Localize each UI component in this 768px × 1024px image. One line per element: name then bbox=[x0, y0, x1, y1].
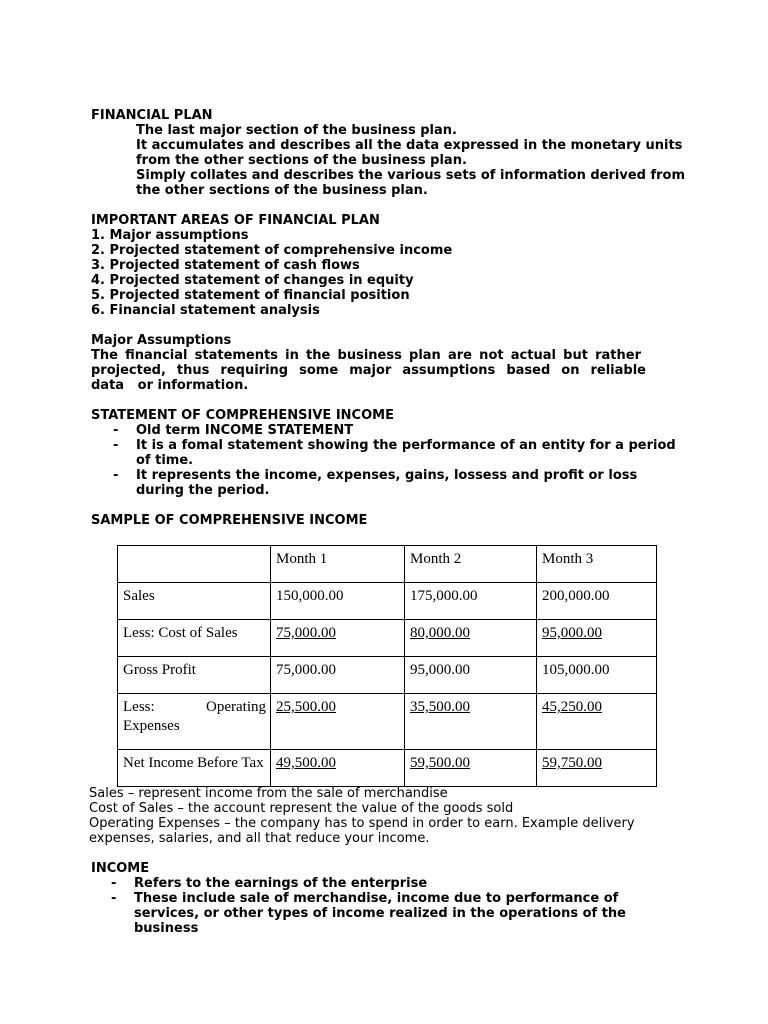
definition-line: Cost of Sales – the account represent the value of the goods sold bbox=[89, 801, 514, 816]
list-item bbox=[91, 468, 676, 498]
table-cell bbox=[405, 750, 537, 787]
comprehensive-income-bullets bbox=[91, 423, 676, 498]
row-label-part: Expenses bbox=[123, 718, 180, 734]
income-bullets bbox=[89, 876, 674, 936]
row-label: Gross Profit bbox=[118, 657, 271, 694]
list-item bbox=[91, 423, 676, 438]
income-table bbox=[117, 545, 657, 787]
underlined-value: 25,500.00 bbox=[276, 699, 336, 715]
table-cell bbox=[405, 694, 537, 750]
area-item: 4. Projected statement of changes in equity bbox=[91, 273, 414, 288]
assumptions-line: projected, thus requiring some major assumptions based on reliable bbox=[91, 363, 646, 378]
table-cell bbox=[271, 620, 405, 657]
row-label-part: Less: bbox=[123, 699, 155, 715]
header-cell bbox=[118, 546, 271, 583]
table-cell bbox=[537, 694, 657, 750]
financial-plan-line: The last major section of the business plan. bbox=[136, 123, 457, 138]
major-assumptions-heading: Major Assumptions bbox=[91, 333, 232, 348]
bullet-text: These include sale of merchandise, income due to performance of services, or other types of income realized in the operations of the business bbox=[134, 891, 627, 936]
definition-line: Sales – represent income from the sale of merchandise bbox=[89, 786, 448, 801]
table-cell: 175,000.00 bbox=[405, 583, 537, 620]
row-label: Sales bbox=[118, 583, 271, 620]
underlined-value: 49,500.00 bbox=[276, 755, 336, 771]
table-row bbox=[118, 694, 657, 750]
list-item bbox=[91, 438, 676, 468]
table-cell bbox=[537, 620, 657, 657]
financial-plan-line: from the other sections of the business plan. bbox=[136, 153, 467, 168]
table-row bbox=[118, 657, 657, 694]
header-cell: Month 2 bbox=[405, 546, 537, 583]
underlined-value: 75,000.00 bbox=[276, 625, 336, 641]
list-item bbox=[89, 891, 674, 936]
table-cell: 150,000.00 bbox=[271, 583, 405, 620]
table-cell: 95,000.00 bbox=[405, 657, 537, 694]
underlined-value: 80,000.00 bbox=[410, 625, 470, 641]
area-item: 5. Projected statement of financial position bbox=[91, 288, 410, 303]
important-areas-heading: IMPORTANT AREAS OF FINANCIAL PLAN bbox=[91, 213, 380, 228]
area-item: 2. Projected statement of comprehensive income bbox=[91, 243, 453, 258]
bullet-text: Old term INCOME STATEMENT bbox=[136, 423, 354, 438]
row-label: Net Income Before Tax bbox=[118, 750, 271, 787]
financial-plan-line: It accumulates and describes all the data expressed in the monetary units bbox=[136, 138, 683, 153]
definition-line: Operating Expenses – the company has to spend in order to earn. Example delivery bbox=[89, 816, 635, 831]
table-cell bbox=[537, 750, 657, 787]
assumptions-line: data or information. bbox=[91, 378, 249, 393]
row-label-part: Operating bbox=[206, 699, 266, 715]
header-cell: Month 1 bbox=[271, 546, 405, 583]
list-item bbox=[89, 876, 674, 891]
dash-marker: - bbox=[113, 423, 119, 438]
comprehensive-income-heading: STATEMENT OF COMPREHENSIVE INCOME bbox=[91, 408, 394, 423]
table-cell: 75,000.00 bbox=[271, 657, 405, 694]
table-cell bbox=[405, 620, 537, 657]
table-row bbox=[118, 583, 657, 620]
sample-heading: SAMPLE OF COMPREHENSIVE INCOME bbox=[91, 513, 368, 528]
table-cell: 105,000.00 bbox=[537, 657, 657, 694]
row-label bbox=[118, 694, 271, 750]
table-cell bbox=[271, 694, 405, 750]
table-row bbox=[118, 620, 657, 657]
financial-plan-line: the other sections of the business plan. bbox=[136, 183, 428, 198]
financial-plan-line: Simply collates and describes the various sets of information derived from bbox=[136, 168, 686, 183]
dash-marker: - bbox=[111, 891, 117, 906]
table-row bbox=[118, 750, 657, 787]
bullet-text: It represents the income, expenses, gains, lossess and profit or loss during the period. bbox=[136, 468, 638, 498]
table-cell: 200,000.00 bbox=[537, 583, 657, 620]
header-cell: Month 3 bbox=[537, 546, 657, 583]
area-item: 3. Projected statement of cash flows bbox=[91, 258, 360, 273]
financial-plan-heading: FINANCIAL PLAN bbox=[91, 108, 213, 123]
definitions-and-income bbox=[89, 786, 674, 936]
table-cell bbox=[271, 750, 405, 787]
document-body bbox=[91, 108, 686, 528]
dash-marker: - bbox=[113, 438, 119, 453]
row-label: Less: Cost of Sales bbox=[118, 620, 271, 657]
underlined-value: 59,750.00 bbox=[542, 755, 602, 771]
dash-marker: - bbox=[113, 468, 119, 483]
bullet-text: Refers to the earnings of the enterprise bbox=[134, 876, 428, 891]
underlined-value: 59,500.00 bbox=[410, 755, 470, 771]
underlined-value: 95,000.00 bbox=[542, 625, 602, 641]
definition-line: expenses, salaries, and all that reduce your income. bbox=[89, 831, 430, 846]
underlined-value: 45,250.00 bbox=[542, 699, 602, 715]
area-item: 6. Financial statement analysis bbox=[91, 303, 320, 318]
dash-marker: - bbox=[111, 876, 117, 891]
area-item: 1. Major assumptions bbox=[91, 228, 249, 243]
underlined-value: 35,500.00 bbox=[410, 699, 470, 715]
table-header-row bbox=[118, 546, 657, 583]
assumptions-line: The financial statements in the business plan are not actual but rather bbox=[91, 348, 641, 363]
income-heading: INCOME bbox=[91, 861, 150, 876]
bullet-text: It is a fomal statement showing the performance of an entity for a period of time. bbox=[136, 438, 676, 468]
